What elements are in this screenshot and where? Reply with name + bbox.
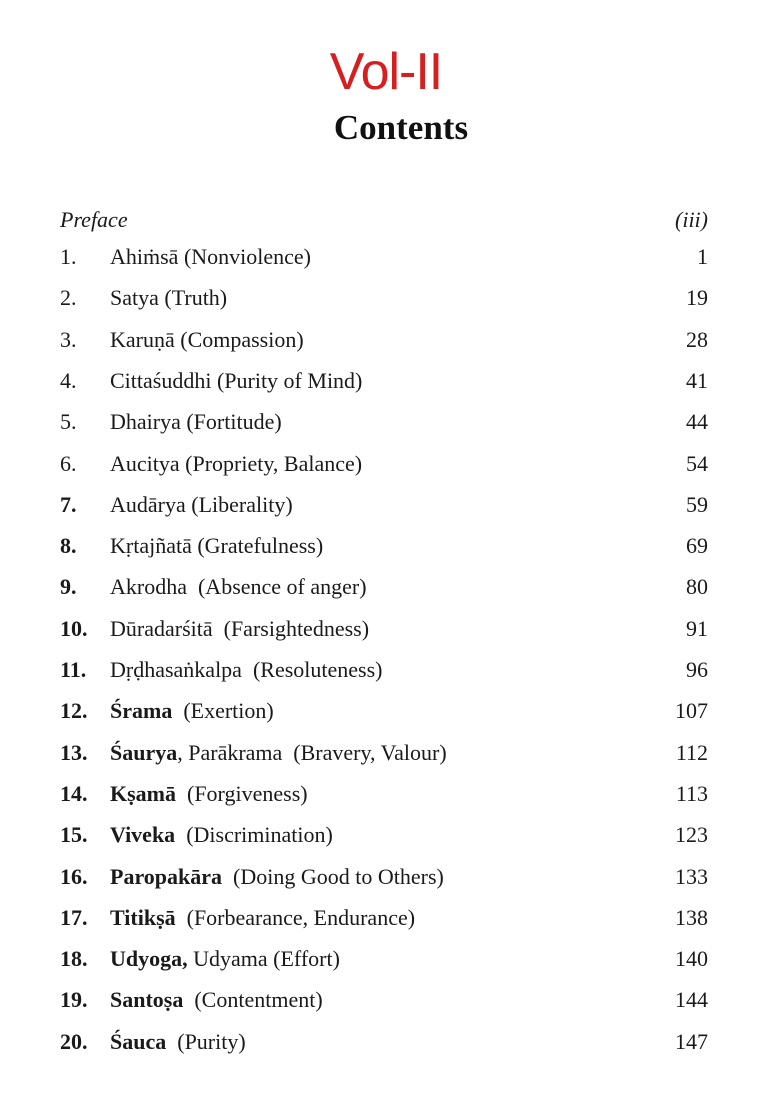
entry-title: [110, 903, 415, 933]
preface-page: (iii): [675, 207, 708, 232]
toc-entry: [60, 820, 708, 850]
entry-title: [110, 366, 362, 396]
entry-title-text: Dṛḍhasaṅkalpa (Resoluteness): [110, 657, 383, 682]
toc-entry: [60, 944, 708, 974]
toc-entry: [60, 696, 708, 726]
entry-page: 80: [686, 574, 708, 600]
entry-title: [110, 779, 308, 809]
toc-entry: [60, 614, 708, 644]
entry-title-sanskrit: Viveka: [110, 822, 176, 848]
entry-number: 15.: [60, 822, 88, 848]
toc-entry: [60, 655, 708, 685]
entry-number: 9.: [60, 574, 77, 600]
preface-label: Preface: [60, 207, 128, 232]
page-title: Contents: [333, 108, 469, 147]
entry-title-text: (Doing Good to Others): [222, 863, 444, 889]
entry-number: 6.: [60, 450, 77, 476]
entry-title-text: Audārya (Liberality): [110, 491, 293, 517]
toc-entry: [60, 407, 708, 437]
entry-number: 4.: [60, 367, 77, 393]
entry-title-sanskrit: Śauca: [110, 1028, 167, 1054]
toc-entry: [60, 366, 708, 396]
entry-page: 1: [697, 244, 708, 269]
entry-title: [110, 862, 444, 892]
entry-title-text: (Purity): [166, 1028, 246, 1054]
volume-label: Vol-II: [329, 43, 443, 101]
entry-title-text: Karuṇā (Compassion): [110, 326, 304, 352]
entry-title-text: (Forgiveness): [176, 780, 308, 806]
entry-title: [110, 614, 369, 644]
entry-page: 144: [675, 987, 708, 1013]
entry-title: [110, 820, 333, 850]
entry-number: 2.: [60, 285, 77, 311]
entry-title-sanskrit: Kṣamā: [110, 780, 176, 806]
entry-number: 11.: [60, 657, 87, 682]
toc-entry: [60, 283, 708, 313]
entry-title-text: (Discrimination): [175, 822, 333, 848]
entry-number: 7.: [60, 491, 77, 517]
entry-title: [110, 325, 304, 355]
entry-page: 69: [686, 533, 708, 559]
toc-entry: [60, 572, 708, 602]
entry-page: 59: [686, 491, 708, 517]
entry-title-text: Akrodha (Absence of anger): [110, 574, 367, 600]
entry-title-text: (Contentment): [183, 987, 323, 1013]
entry-title: [110, 283, 227, 313]
entry-title: [110, 696, 274, 726]
toc-preface: [60, 205, 708, 235]
entry-title-sanskrit: Paropakāra: [110, 863, 223, 889]
entry-page: 133: [675, 863, 708, 889]
entry-page: 91: [686, 615, 708, 641]
entry-title: [110, 655, 382, 685]
entry-number: 16.: [60, 863, 88, 889]
entry-page: 112: [675, 739, 708, 765]
entry-page: 113: [675, 780, 708, 806]
entry-title: [110, 572, 367, 602]
entry-title-text: (Forbearance, Endurance): [175, 904, 416, 930]
toc-entry: [60, 490, 708, 520]
entry-number: 14.: [60, 780, 88, 806]
entry-title: [110, 944, 340, 974]
entry-title-text: Satya (Truth): [110, 285, 228, 311]
entry-title: [110, 449, 362, 479]
toc-entry: [60, 242, 708, 272]
entry-number: 10.: [60, 615, 88, 641]
entry-page: 147: [675, 1028, 708, 1054]
entry-number: 19.: [60, 987, 88, 1013]
toc-entry: [60, 449, 708, 479]
toc-entry: [60, 862, 708, 892]
entry-title: [110, 738, 447, 768]
entry-title: [110, 490, 293, 520]
entry-title: [110, 1027, 246, 1057]
entry-title-text: (Exertion): [172, 698, 274, 724]
entry-title: [110, 407, 282, 437]
entry-title-text: Kṛtajñatā (Gratefulness): [110, 533, 324, 559]
entry-title: [110, 242, 311, 272]
entry-page: 19: [686, 285, 708, 311]
entry-title-text: Aucitya (Propriety, Balance): [110, 450, 363, 476]
entry-page: 140: [675, 946, 708, 972]
entry-page: 54: [686, 450, 708, 476]
entry-title-text: , Parākrama (Bravery, Valour): [177, 739, 447, 765]
entry-page: 96: [686, 657, 708, 682]
toc-entry: [60, 325, 708, 355]
toc-entry: [60, 1027, 708, 1057]
toc-entry: [60, 779, 708, 809]
entry-number: 17.: [60, 904, 88, 930]
entry-title-text: Dhairya (Fortitude): [110, 409, 282, 435]
toc-entry: [60, 738, 708, 768]
entry-page: 123: [675, 822, 708, 848]
entry-page: 28: [686, 326, 708, 352]
entry-page: 44: [686, 409, 708, 435]
entry-number: 8.: [60, 533, 77, 559]
entry-number: 1.: [60, 244, 77, 269]
entry-title-text: Ahiṁsā (Nonviolence): [110, 244, 311, 269]
entry-title-sanskrit: Udyoga,: [110, 946, 188, 972]
entry-page: 41: [686, 367, 708, 393]
entry-title-sanskrit: Śaurya: [110, 739, 178, 765]
toc-entry: [60, 903, 708, 933]
entry-title: [110, 985, 323, 1015]
entry-title-text: Udyama (Effort): [187, 946, 340, 972]
toc-entry: [60, 985, 708, 1015]
entry-title-sanskrit: Śrama: [110, 698, 173, 724]
entry-number: 20.: [60, 1028, 88, 1054]
entry-title-text: Cittaśuddhi (Purity of Mind): [110, 367, 363, 393]
entry-number: 13.: [60, 739, 88, 765]
entry-page: 138: [675, 904, 708, 930]
entry-number: 12.: [60, 698, 88, 724]
entry-title: [110, 531, 323, 561]
entry-title-sanskrit: Titikṣā: [110, 904, 176, 930]
entry-title-text: Dūradarśitā (Farsightedness): [110, 615, 370, 641]
entry-number: 18.: [60, 946, 88, 972]
entry-title-sanskrit: Santoṣa: [110, 987, 184, 1013]
entry-page: 107: [675, 698, 708, 724]
toc-entry: [60, 531, 708, 561]
entry-number: 3.: [60, 326, 77, 352]
entry-number: 5.: [60, 409, 77, 435]
